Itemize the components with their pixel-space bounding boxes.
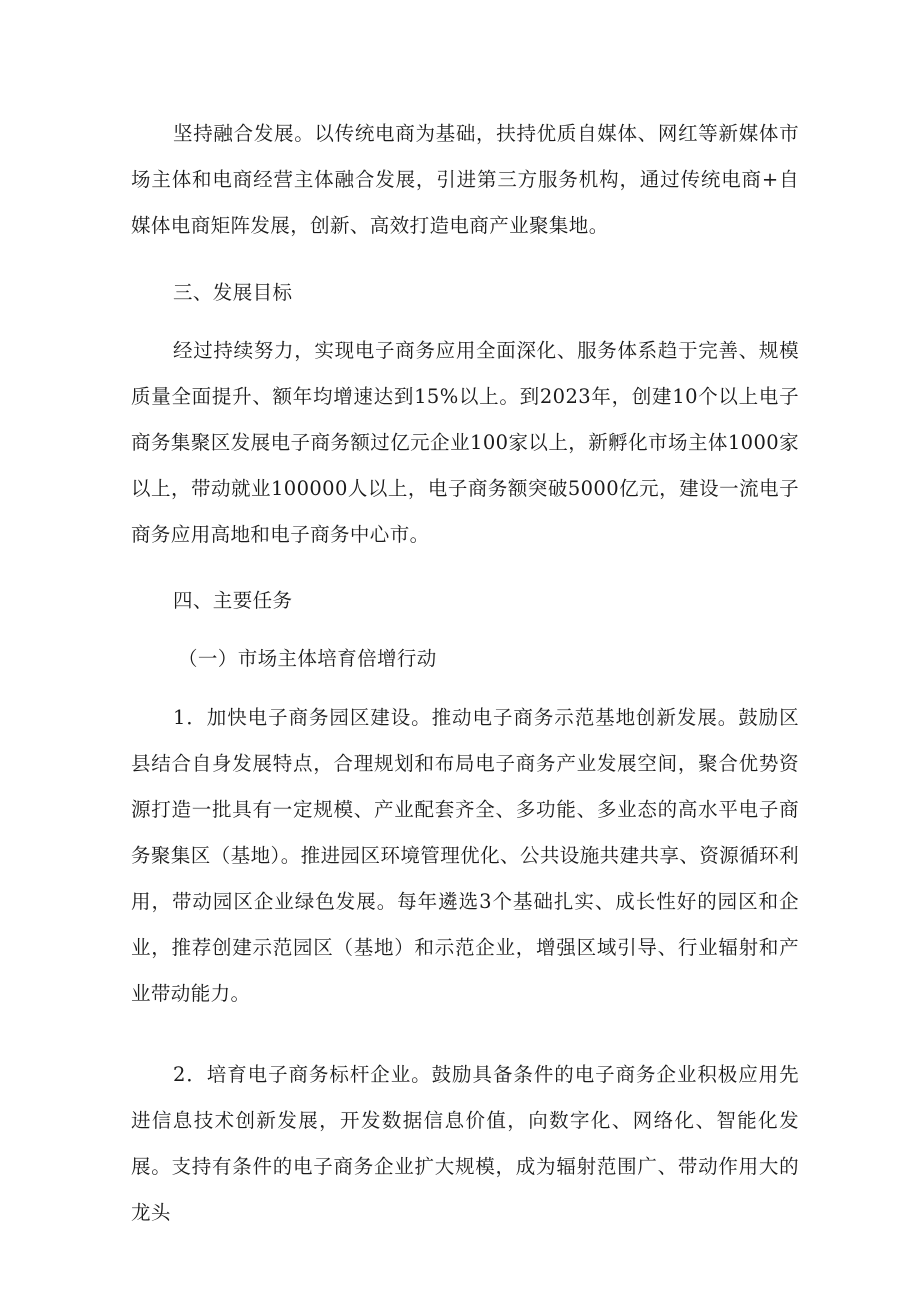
heading-main-tasks: 四、主要任务 [173, 589, 293, 612]
heading-development-goals: 三、发展目标 [173, 281, 293, 304]
paragraph-ecommerce-park-construction: 1．加快电子商务园区建设。推动电子商务示范基地创新发展。鼓励区县结合自身发展特点，合理规划和布局电子商务产业发展空间，聚合优势资源打造一批具有一定规模、产业配套齐全、多功能、多业态的高水平电子商务聚集区（基地）。推进园区环境管理优化、公共设施共建共享、资源循环利用，带动园区企业绿色发展。每年遴选3个基础扎实、成长性好的园区和企业，推荐创建示范园区（基地）和示范企业，增强区域引导、行业辐射和产业带动能力。 [131, 706, 799, 1005]
paragraph-development-goals: 经过持续努力，实现电子商务应用全面深化、服务体系趋于完善、规模质量全面提升、额年均增速达到15%以上。到2023年，创建10个以上电子商务集聚区发展电子商务额过亿元企业100家以上，新孵化市场主体1000家以上，带动就业100000人以上，电子商务额突破5000亿元，建设一流电子商务应用高地和电子商务中心市。 [131, 339, 799, 546]
paragraph-integration-development: 坚持融合发展。以传统电商为基础，扶持优质自媒体、网红等新媒体市场主体和电商经营主体融合发展，引进第三方服务机构，通过传统电商+自媒体电商矩阵发展，创新、高效打造电商产业聚集地。 [131, 122, 799, 237]
heading-market-entity-cultivation: （一）市场主体培育倍增行动 [178, 647, 437, 670]
paragraph-benchmark-enterprises: 2．培育电子商务标杆企业。鼓励具备条件的电子商务企业积极应用先进信息技术创新发展，开发数据信息价值，向数字化、网络化、智能化发展。支持有条件的电子商务企业扩大规模，成为辐射范围广、带动作用大的龙头 [131, 1063, 799, 1224]
